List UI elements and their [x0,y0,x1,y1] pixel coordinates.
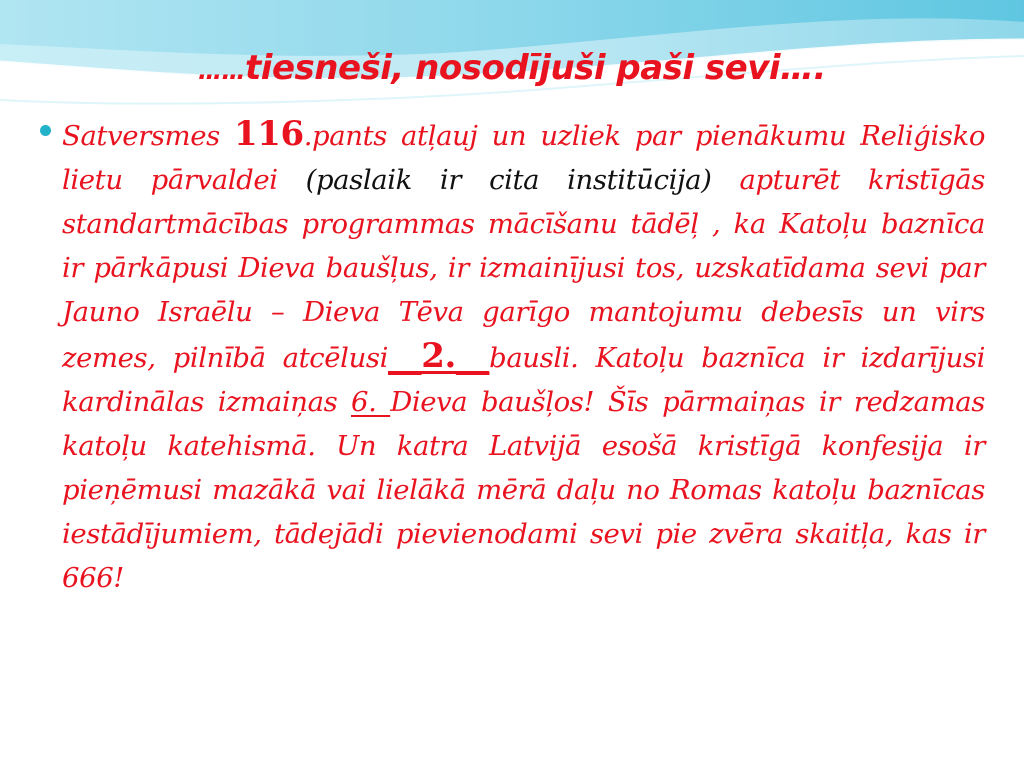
text-part-black-note: (paslaik ir cita institūcija) [305,164,712,196]
bullet-icon [40,125,51,136]
slide-title [0,48,1024,88]
article-number: 116 [233,114,304,154]
text-part-9: Dieva baušļos! Šīs pārmaiņas ir redzamas katoļu katehismā. Un katra Latvijā esošā kristīgā konfesija ir pieņēmusi mazākā vai lielākā mērā daļu no Romas katoļu baznīcas iestādījumiem, tādejādi pievienodami sevi pie zvēra skaitļa, kas ir 666! [62,386,986,594]
text-part-1: Satversmes [62,120,234,152]
text-part-7: bausli. Katoļu baznīca ir izdarījusi kardinālas izmaiņas [62,342,985,418]
text-part-5: apturēt kristīgās standartmācības programmas mācīšanu tādēļ , ka Katoļu baznīca ir pārkāpusi Dieva baušļus, ir izmainījusi tos, uzskatīdama sevi par Jauno Israēlu – Dieva Tēva garīgo mantojumu debesīs un virs zemes, pilnībā atcēlusi [62,164,985,374]
text-part-3: .pants atļauj un uzliek par pienākumu Reliģisko lietu pārvaldei [62,120,985,196]
body-paragraph [40,112,985,600]
title-prefix: …… [198,57,246,85]
commandment-number-6: 6. [351,386,391,418]
title-main: tiesneši, nosodījuši paši sevi…. [245,48,826,88]
content-area [40,112,985,600]
commandment-number-2: __2.__ [388,336,490,376]
